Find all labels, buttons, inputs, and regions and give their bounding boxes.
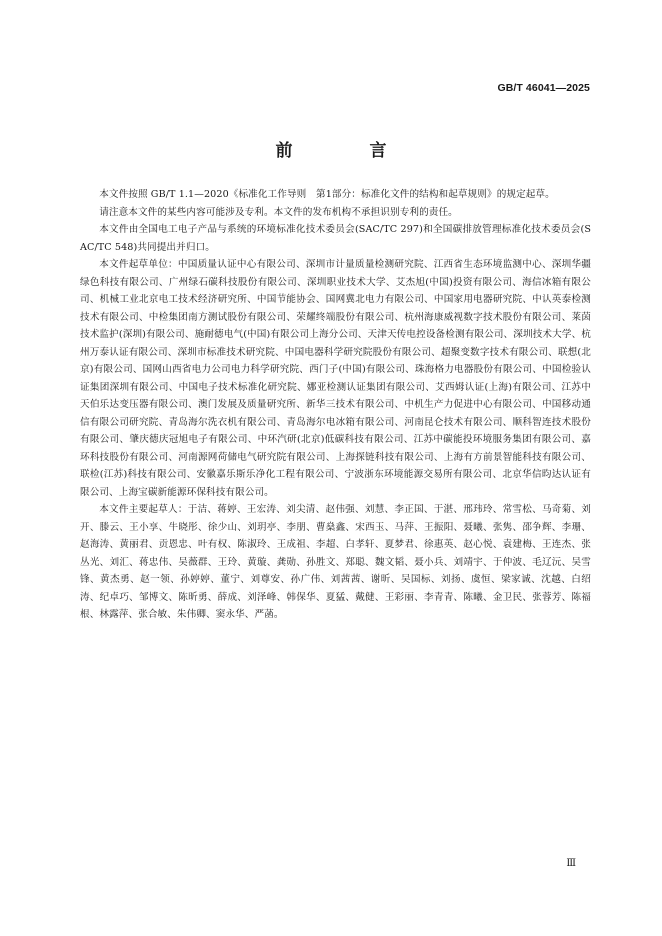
paragraph-drafters: 本文件主要起草人：于洁、蒋婷、王宏涛、刘尖清、赵伟强、刘慧、李正国、于湛、邢玮玲、常雪松、马奇菊、刘开、滕云、王小享、牛晓彤、徐少山、刘玥亭、李朋、曹燊鑫、宋西玉、马萍、王振阳、聂曦、张隽、邵争辉、李珊、赵海涛、黄丽君、贡恩忠、叶有权、陈淑玲、王成祖、李超、白孝轩、夏梦君、徐惠英、赵心悦、袁建梅、王连杰、张丛光、刘汇、蒋忠伟、吴薇群、王玲、黄璇、龚勋、孙胜文、郑聪、魏文韬、聂小兵、刘靖宇、于仲波、毛辽沅、吴雪锋、黄杰勇、赵一领、孙婷婷、董宁、刘尊安、孙广伟、刘茜茜、谢昕、吴国标、刘扬、虞恒、梁家诚、沈越、白绍涛、纪卓巧、邹博文、陈昕勇、薛成、刘泽峰、韩保华、夏猛、戴健、王彩丽、李青青、陈曦、金卫民、张蓉芳、陈福根、林露萍、张合敏、朱伟卿、窦永华、严菡。: [80, 504, 591, 620]
paragraph-committee: 本文件由全国电工电子产品与系统的环境标准化技术委员会(SAC/TC 297)和全国碳排放管理标准化技术委员会(SAC/TC 548)共同提出并归口。: [80, 224, 591, 253]
paragraph-patent-notice: 请注意本文件的某些内容可能涉及专利。本文件的发布机构不承担识别专利的责任。: [99, 206, 458, 218]
page-number: Ⅲ: [566, 858, 576, 869]
standard-number: GB/T 46041—2025: [497, 82, 590, 94]
page-title: 前 言: [275, 141, 417, 161]
paragraph-drafting-rules: 本文件按照 GB/T 1.1—2020《标准化工作导则 第1部分：标准化文件的结构和起草规则》的规定起草。: [99, 189, 555, 200]
document-body: [80, 186, 591, 624]
paragraph-drafting-units: 本文件起草单位：中国质量认证中心有限公司、深圳市计量质量检测研究院、江西省生态环境监测中心、深圳华疆绿色科技有限公司、广州绿石碳科技股份有限公司、深圳职业技术大学、艾杰旭(中国)投资有限公司、海信冰箱有限公司、机械工业北京电工技术经济研究所、中国节能协会、国网冀北电力有限公司、中国家用电器研究院、中认英泰检测技术有限公司、中检集团南方测试股份有限公司、荣耀终端股份有限公司、杭州海康威视数字技术股份有限公司、莱茵技术监护(深圳)有限公司、施耐德电气(中国)有限公司上海分公司、天津天传电控设备检测有限公司、深圳技术大学、杭州万泰认证有限公司、深圳市标准技术研究院、中国电器科学研究院股份有限公司、超聚变数字技术有限公司、联想(北京)有限公司、国网山西省电力公司电力科学研究院、西门子(中国)有限公司、珠海格力电器股份有限公司、中国检验认证集团深圳有限公司、中国电子技术标准化研究院、娜亚检测认证集团有限公司、艾西姆认证(上海)有限公司、江苏中天伯乐达变压器有限公司、澳门发展及质量研究所、新华三技术有限公司、中机生产力促进中心有限公司、中国移动通信有限公司研究院、青岛海尔洗衣机有限公司、青岛海尔电冰箱有限公司、河南昆仑技术有限公司、顺科智连技术股份有限公司、肇庆德庆冠旭电子有限公司、中环汽研(北京)低碳科技有限公司、江苏中碳能投环境服务集团有限公司、嘉环科技股份有限公司、河南源网荷储电气研究院有限公司、上海探链科技有限公司、上海有方前景智能科技有限公司、联检(江苏)科技有限公司、安徽嘉乐斯乐净化工程有限公司、宁波浙东环境能源交易所有限公司、北京华信昀达认证有限公司、上海宝碳新能源环保科技有限公司。: [80, 259, 591, 498]
